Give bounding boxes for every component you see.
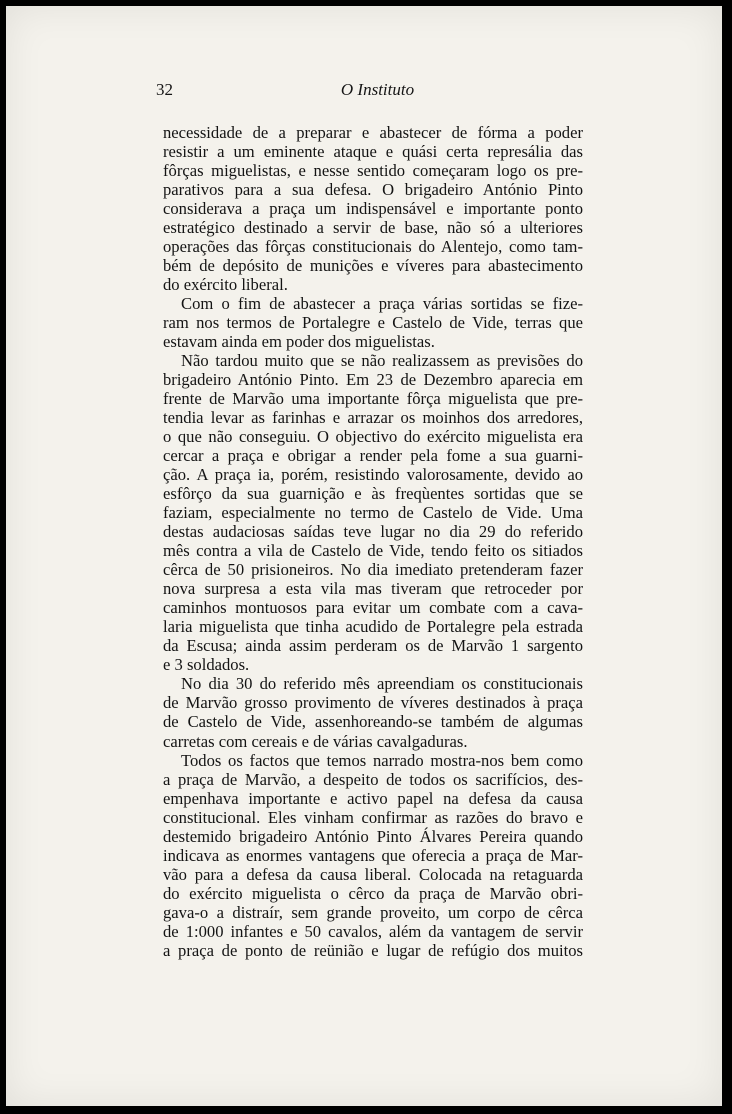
text-line: Não tardou muito que se não realizassem as previsões do [181,351,583,371]
text-line: a praça de ponto de reünião e lugar de refúgio dos muitos [163,940,583,960]
text-line: fôrças miguelistas, e nesse sentido começaram logo os pre- [163,161,583,181]
text-line: estavam ainda em poder dos miguelistas. [163,332,435,352]
text-line: estratégico destinado a servir de base, não só a ulteriores [163,218,583,238]
text-line: parativos para a sua defesa. O brigadeiro António Pinto [163,180,583,200]
text-line: carretas com cereais e de várias cavalgaduras. [163,731,468,751]
paragraph [163,294,583,351]
text-line: empenhava importante e activo papel na defesa da causa [163,788,583,808]
running-title: O Instituto [340,80,415,99]
text-line: frente de Marvão uma importante fôrça miguelista que pre- [163,389,583,409]
text-line: gava-o a distraír, sem grande proveito, um corpo de cêrca [163,902,583,922]
text-line: esfôrço da sua guarnição e às freqùentes sortidas que se [163,484,583,504]
paragraph [163,123,583,294]
paragraph [163,351,583,674]
paragraph [163,751,583,960]
text-line: da Escusa; ainda assim perderam os de Marvão 1 sargento [163,636,583,656]
text-line: constitucional. Eles vinham confirmar as razões do bravo e [163,807,583,827]
text-line: o que não conseguiu. O objectivo do exército miguelista era [163,427,583,447]
text-line: e 3 soldados. [163,655,250,675]
text-line: ção. A praça ia, porém, resistindo valorosamente, devido ao [163,465,583,485]
text-line: indicava as enormes vantagens que oferecia a praça de Mar- [163,845,583,865]
text-line: faziam, especialmente no termo de Castelo de Vide. Uma [163,503,583,523]
text-line: laria miguelista que tinha acudido de Portalegre pela estrada [163,617,583,637]
text-line: Todos os factos que temos narrado mostra-nos bem como [181,750,583,770]
text-line: operações das fôrças constitucionais do Alentejo, como tam- [163,237,583,257]
text-line: de Marvão grosso provimento de víveres destinados à praça [163,693,583,713]
page-number: 32 [156,80,173,99]
text-line: tendia levar as farinhas e arrazar os moinhos dos arredores, [163,408,583,428]
text-line: de 1:000 infantes e 50 cavalos, além da vantagem de servir [163,921,583,941]
text-line: caminhos montuosos para evitar um combate com a cava- [163,598,583,618]
text-line: resistir a um eminente ataque e quási certa represália das [163,142,583,162]
text-line: do exército liberal. [163,275,288,295]
text-line: do exército miguelista o cêrco da praça de Marvão obri- [163,883,583,903]
page-header [156,80,581,104]
text-line: bém de depósito de munições e víveres para abastecimento [163,256,583,276]
text-line: a praça de Marvão, a despeito de todos os sacrifícios, des- [163,769,583,789]
text-line: nova surpresa a esta vila mas tiveram que retroceder por [163,579,583,599]
book-page [6,6,722,1106]
paragraph [163,674,583,750]
text-line: Com o fim de abastecer a praça várias sortidas se fize- [181,294,583,314]
text-line: destemido brigadeiro António Pinto Álvares Pereira quando [163,826,583,846]
text-line: destas audaciosas saídas teve lugar no dia 29 do referido [163,522,583,542]
text-line: No dia 30 do referido mês apreendiam os constitucionais [181,674,583,694]
text-line: de Castelo de Vide, assenhoreando-se também de algumas [163,712,583,732]
text-line: brigadeiro António Pinto. Em 23 de Dezembro aparecia em [163,370,583,390]
text-line: cercar a praça e obrigar a render pela fome a sua guarni- [163,446,583,466]
text-line: necessidade de a preparar e abastecer de fórma a poder [163,123,583,142]
text-line: cêrca de 50 prisioneiros. No dia imediato pretenderam fazer [163,560,583,580]
text-line: vão para a defesa da causa liberal. Colocada na retaguarda [163,864,583,884]
text-line: mês contra a vila de Castelo de Vide, tendo feito os sitiados [163,541,583,561]
text-line: considerava a praça um indispensável e importante ponto [163,199,583,219]
body-text [163,123,583,960]
text-line: ram nos termos de Portalegre e Castelo de Vide, terras que [163,313,583,333]
